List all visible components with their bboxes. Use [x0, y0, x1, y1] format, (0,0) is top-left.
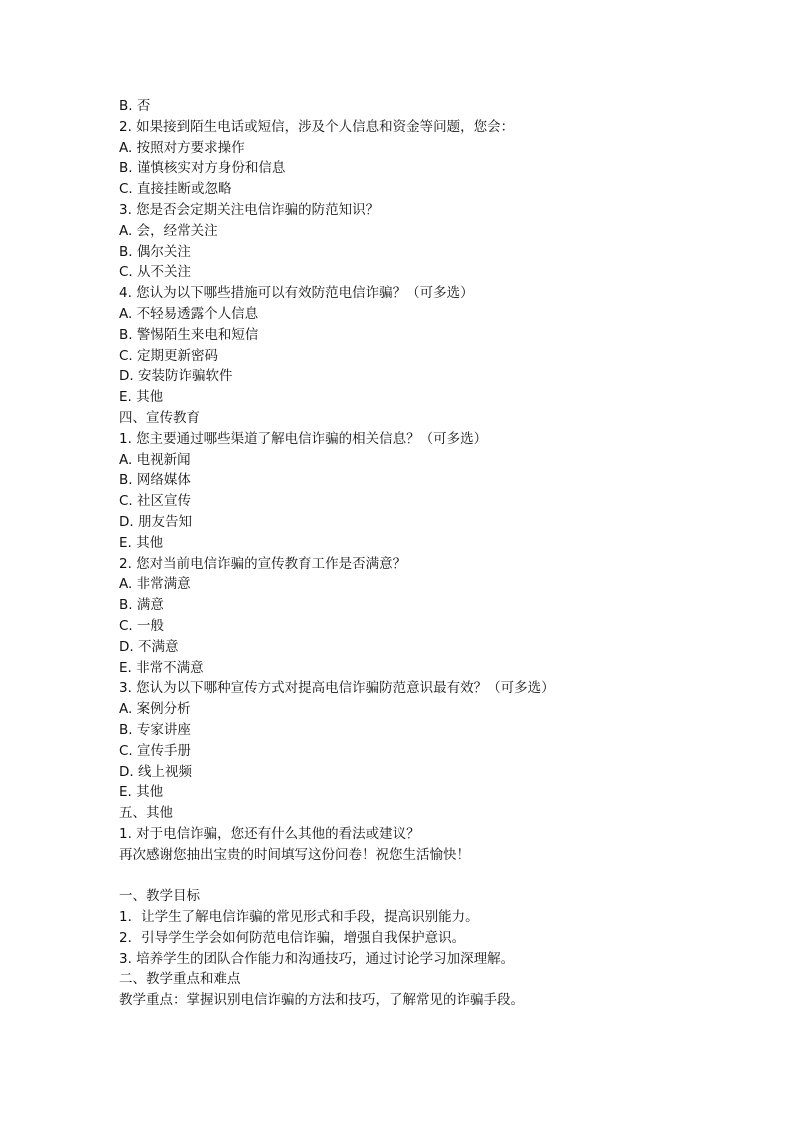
section-heading: 一、教学目标	[119, 888, 200, 905]
option-item: B. 网络媒体	[119, 472, 191, 489]
option-item: E. 其他	[119, 784, 164, 801]
document-body	[119, 96, 719, 1011]
question-title: 1. 您主要通过哪些渠道了解电信诈骗的相关信息？（可多选）	[119, 430, 488, 447]
option-item: D. 安装防诈骗软件	[119, 368, 233, 385]
option-item: C. 从不关注	[119, 264, 192, 281]
option-item: B. 偶尔关注	[119, 243, 191, 260]
option-item: C. 宣传手册	[119, 742, 192, 759]
option-item: B. 满意	[119, 597, 164, 614]
option-item: E. 非常不满意	[119, 659, 204, 676]
option-item: D. 朋友告知	[119, 513, 192, 530]
option-item: C. 直接挂断或忽略	[119, 181, 232, 198]
goal-item: 3. 培养学生的团队合作能力和沟通技巧，通过讨论学习加深理解。	[119, 950, 515, 967]
key-point-text: 教学重点：掌握识别电信诈骗的方法和技巧，了解常见的诈骗手段。	[119, 992, 524, 1009]
section-heading: 四、宣传教育	[119, 409, 200, 426]
blank-line	[119, 865, 719, 886]
section-heading: 五、其他	[119, 805, 173, 822]
question-title: 2. 如果接到陌生电话或短信，涉及个人信息和资金等问题，您会：	[119, 118, 515, 135]
option-item: B. 谨慎核实对方身份和信息	[119, 160, 286, 177]
option-b-no: B. 否	[119, 98, 151, 114]
question-title: 4. 您认为以下哪些措施可以有效防范电信诈骗？（可多选）	[119, 285, 474, 302]
option-item: C. 一般	[119, 617, 165, 634]
option-item: E. 其他	[119, 389, 164, 406]
question-title: 1. 对于电信诈骗，您还有什么其他的看法或建议？	[119, 825, 420, 842]
goal-item: 2．引导学生学会如何防范电信诈骗，增强自我保护意识。	[119, 929, 466, 946]
option-item: A. 案例分析	[119, 701, 191, 718]
question-title: 3. 您认为以下哪种宣传方式对提高电信诈骗防范意识最有效？（可多选）	[119, 680, 555, 697]
option-item: A. 电视新闻	[119, 451, 191, 468]
closing-thanks: 再次感谢您抽出宝贵的时间填写这份问卷！祝您生活愉快！	[119, 846, 470, 863]
question-title: 2. 您对当前电信诈骗的宣传教育工作是否满意？	[119, 555, 407, 572]
option-item: B. 警惕陌生来电和短信	[119, 326, 259, 343]
option-item: E. 其他	[119, 534, 164, 551]
option-item: B. 专家讲座	[119, 721, 191, 738]
option-item: A. 按照对方要求操作	[119, 139, 245, 156]
question-title: 3. 您是否会定期关注电信诈骗的防范知识？	[119, 201, 380, 218]
option-item: C. 社区宣传	[119, 493, 192, 510]
option-item: D. 不满意	[119, 638, 179, 655]
goal-item: 1．让学生了解电信诈骗的常见形式和手段，提高识别能力。	[119, 909, 479, 926]
section-heading: 二、教学重点和难点	[119, 971, 241, 988]
option-item: A. 会，经常关注	[119, 222, 218, 239]
option-item: D. 线上视频	[119, 763, 192, 780]
option-item: A. 不轻易透露个人信息	[119, 305, 259, 322]
option-item: C. 定期更新密码	[119, 347, 219, 364]
option-item: A. 非常满意	[119, 576, 191, 593]
